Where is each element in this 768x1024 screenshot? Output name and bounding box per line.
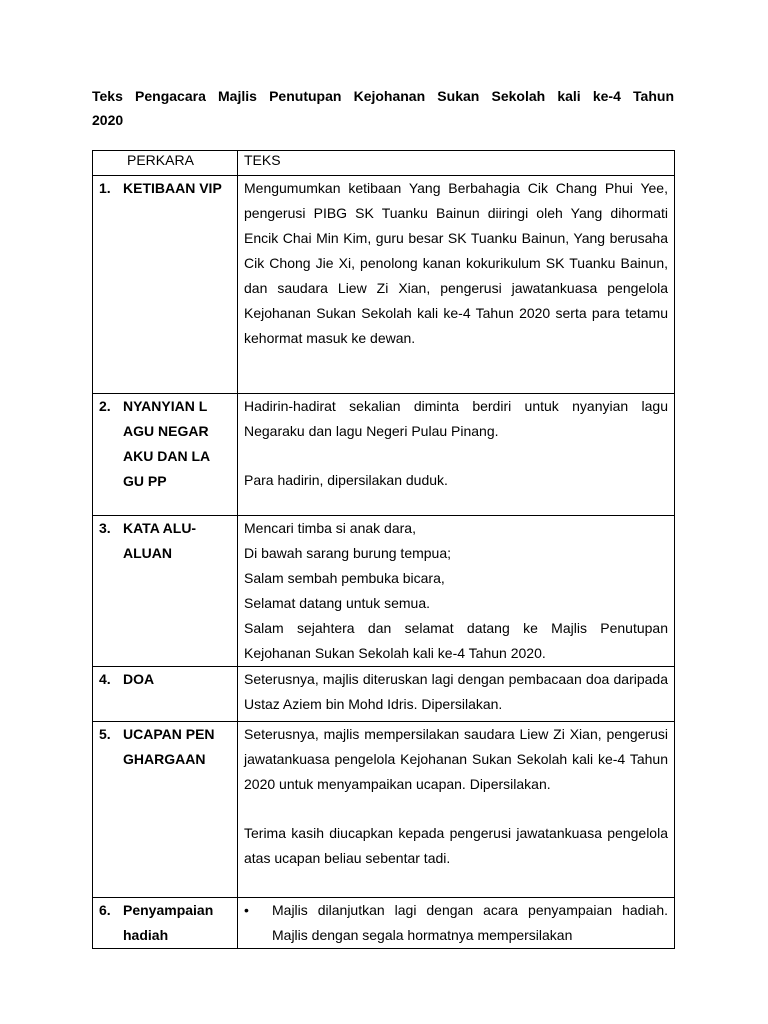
- bullet-text: Majlis dilanjutkan lagi dengan acara penyampaian hadiah. Majlis dengan segala hormatnya mempersilakan: [272, 902, 668, 943]
- perkara-cell: [93, 394, 238, 516]
- perkara-cell: [93, 898, 238, 949]
- pantun-line: Mencari timba si anak dara,: [244, 520, 416, 536]
- perkara-label: KETIBAAN VIP: [123, 180, 222, 196]
- perkara-cell: [93, 667, 238, 722]
- teks-cell: [238, 516, 675, 667]
- table-row: [93, 722, 675, 898]
- teks-paragraph: Hadirin-hadirat sekalian diminta berdiri untuk nyanyian lagu Negaraku dan lagu Negeri Pulau Pinang.: [244, 398, 668, 439]
- program-table: [92, 150, 675, 949]
- teks-cell: [238, 722, 675, 898]
- row-number: 1.: [99, 180, 111, 196]
- teks-paragraph: Seterusnya, majlis diteruskan lagi dengan pembacaan doa daripada Ustaz Aziem bin Mohd Idris. Dipersilakan.: [244, 671, 668, 712]
- table-row: [93, 516, 675, 667]
- teks-paragraph: Seterusnya, majlis mempersilakan saudara Liew Zi Xian, pengerusi jawatankuasa pengelola Kejohanan Sukan Sekolah kali ke-4 Tahun 2020 untuk menyampaikan ucapan. Dipersilakan.: [244, 726, 668, 792]
- row-number: 4.: [99, 671, 111, 687]
- pantun-line: Di bawah sarang burung tempua;: [244, 545, 452, 561]
- teks-cell: [238, 176, 675, 394]
- table-row: [93, 176, 675, 394]
- row-number: 2.: [99, 398, 111, 414]
- teks-paragraph: Mengumumkan ketibaan Yang Berbahagia Cik Chang Phui Yee, pengerusi PIBG SK Tuanku Bainun diiringi oleh Yang dihormati Encik Chai Min Kim, guru besar SK Tuanku Bainun, Yang berusaha Cik Chong Jie Xi, penolong kanan kokurikulum SK Tuanku Bainun, dan saudara Liew Zi Xian, pengerusi jawatankuasa pengelola Kejohanan Sukan Sekolah kali ke-4 Tahun 2020 serta para tetamu kehormat masuk ke dewan.: [244, 180, 668, 346]
- table-header-row: [93, 151, 675, 176]
- teks-cell: [238, 898, 675, 949]
- header-perkara-cell: [93, 151, 238, 176]
- teks-cell: [238, 394, 675, 516]
- perkara-cell: [93, 176, 238, 394]
- teks-paragraph: Para hadirin, dipersilakan duduk.: [244, 472, 448, 488]
- perkara-label: Penyampaian hadiah: [123, 902, 214, 943]
- pantun-line: Salam sembah pembuka bicara,: [244, 570, 445, 586]
- header-perkara: PERKARA: [127, 152, 194, 168]
- teks-cell: [238, 667, 675, 722]
- header-teks-cell: [238, 151, 675, 176]
- perkara-cell: [93, 516, 238, 667]
- row-number: 6.: [99, 902, 111, 918]
- perkara-label: UCAPAN PENGHARGAAN: [123, 726, 215, 767]
- row-number: 3.: [99, 520, 111, 536]
- perkara-label: NYANYIAN LAGU NEGARAKU DAN LAGU PP: [123, 398, 211, 489]
- teks-paragraph: Salam sejahtera dan selamat datang ke Majlis Penutupan Kejohanan Sukan Sekolah kali ke-4 Tahun 2020.: [244, 620, 668, 661]
- table-row: [93, 898, 675, 949]
- pantun-line: Selamat datang untuk semua.: [244, 595, 431, 611]
- table-row: [93, 394, 675, 516]
- table-row: [93, 667, 675, 722]
- perkara-label: DOA: [123, 671, 155, 687]
- perkara-cell: [93, 722, 238, 898]
- document-title: [92, 84, 674, 132]
- title-line-1: Teks Pengacara Majlis Penutupan Kejohanan Sukan Sekolah kali ke-4 Tahun: [92, 88, 674, 104]
- row-number: 5.: [99, 726, 111, 742]
- header-teks: TEKS: [244, 152, 281, 168]
- bullet-icon: •: [244, 902, 249, 918]
- teks-paragraph: Terima kasih diucapkan kepada pengerusi jawatankuasa pengelola atas ucapan beliau sebentar tadi.: [244, 825, 668, 866]
- perkara-label: KATA ALU-ALUAN: [123, 520, 197, 561]
- title-line-2: 2020: [92, 112, 124, 128]
